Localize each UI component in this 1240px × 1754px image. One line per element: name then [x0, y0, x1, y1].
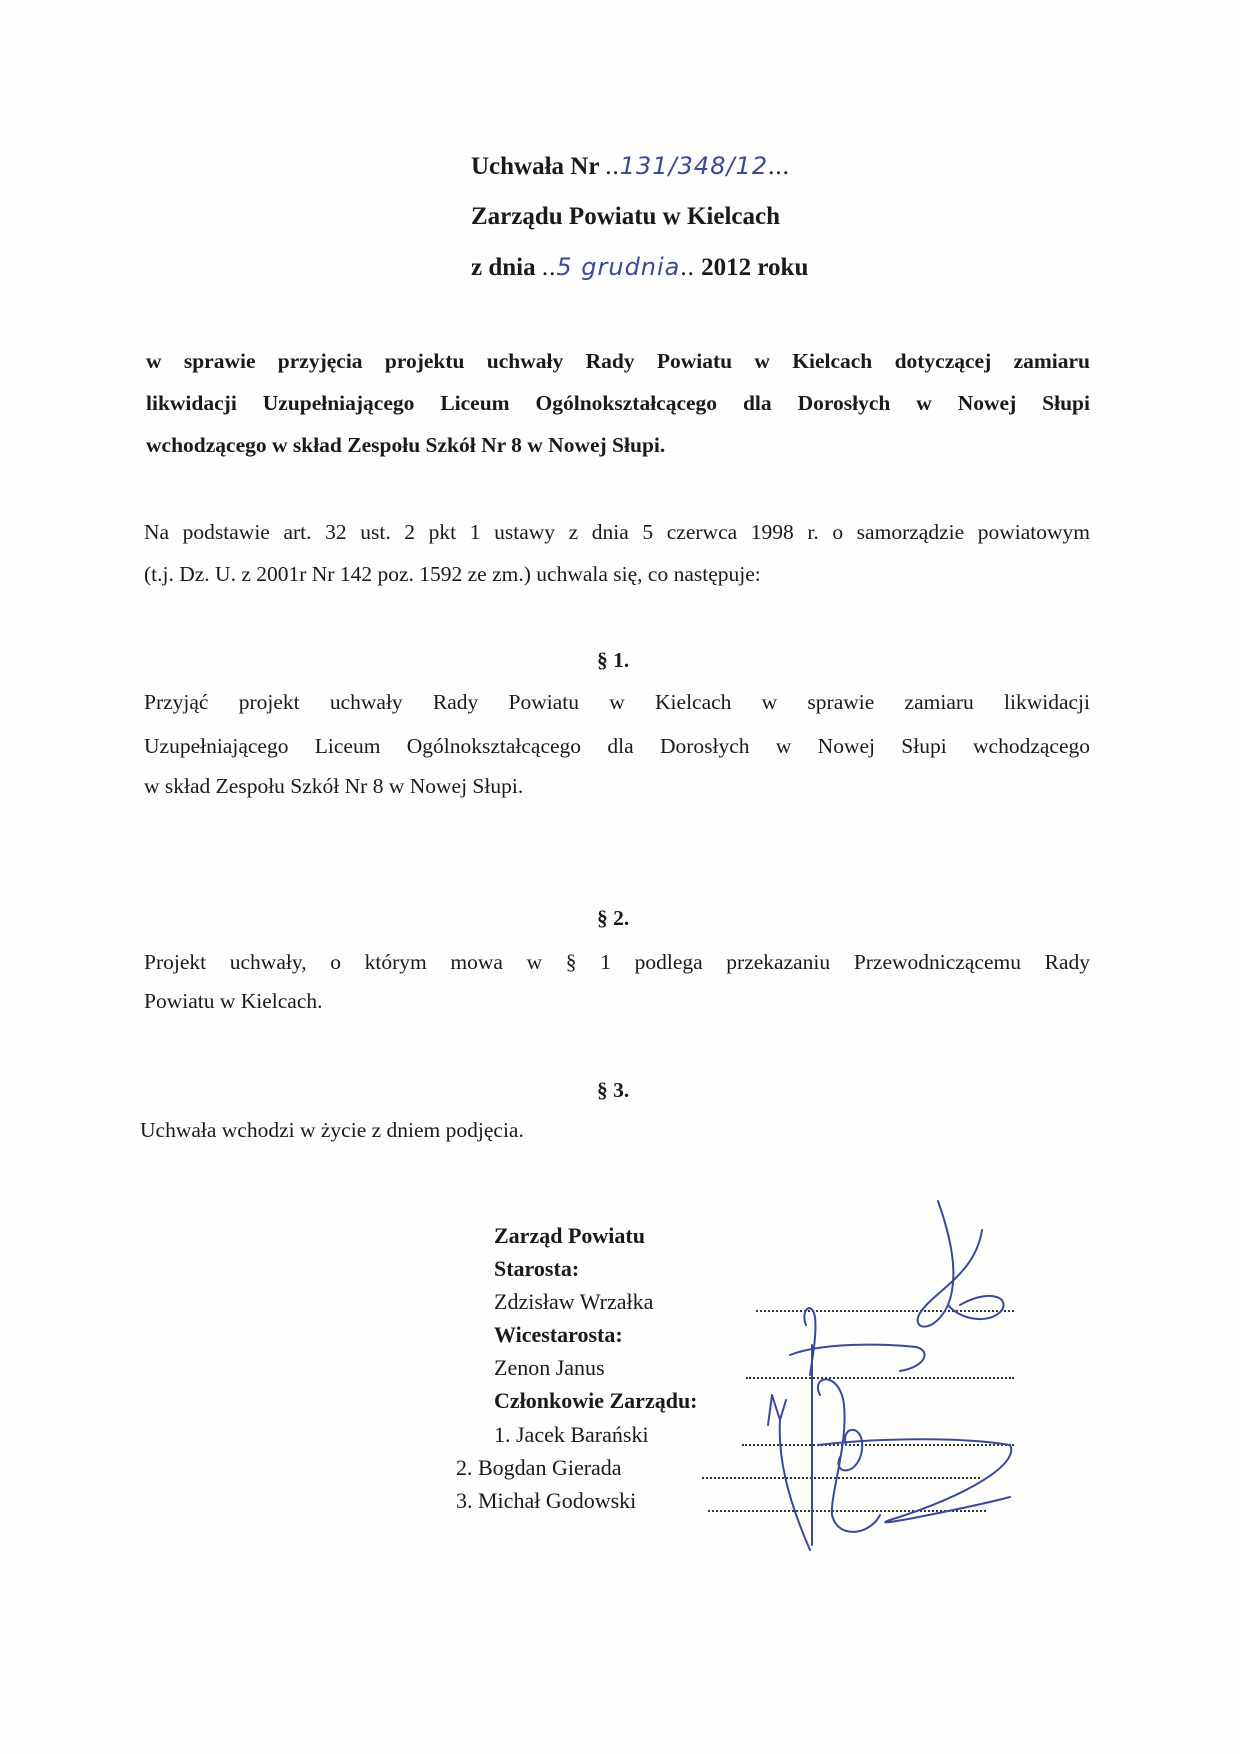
date-dots-trailing: .. — [680, 254, 695, 281]
date-line — [471, 253, 808, 282]
subject-line-1: w sprawie przyjęcia projektu uchwały Rady Powiatu w Kielcach dotyczącej zamiaru — [146, 349, 1090, 373]
section-2-heading: § 2. — [597, 906, 630, 930]
subject-line-3: wchodzącego w skład Zespołu Szkół Nr 8 w Nowej Słupi. — [146, 433, 666, 457]
subject-line-2: likwidacji Uzupełniającego Liceum Ogólnokształcącego dla Dorosłych w Nowej Słupi — [146, 391, 1090, 415]
date-dots: .. — [541, 254, 557, 281]
date-prefix: z dnia — [471, 254, 536, 281]
starosta-label: Starosta: — [494, 1256, 580, 1281]
section-3-line-1: Uchwała wchodzi w życie z dniem podjęcia. — [140, 1118, 524, 1142]
issuer-line: Zarządu Powiatu w Kielcach — [471, 203, 781, 230]
section-2-line-1: Projekt uchwały, o którym mowa w § 1 podlega przekazaniu Przewodniczącemu Rady — [144, 950, 1090, 974]
starosta-name: Zdzisław Wrzałka — [494, 1289, 654, 1314]
resolution-number-handwritten: 131/348/12 — [619, 152, 769, 180]
members-label: Członkowie Zarządu: — [494, 1388, 698, 1413]
resolution-number-line — [471, 152, 790, 181]
preamble-line-1: Na podstawie art. 32 ust. 2 pkt 1 ustawy z dnia 5 czerwca 1998 r. o samorządzie powiatowym — [144, 520, 1090, 544]
wicestarosta-label: Wicestarosta: — [494, 1322, 623, 1347]
section-1-line-1: Przyjąć projekt uchwały Rady Powiatu w Kielcach w sprawie zamiaru likwidacji — [144, 690, 1090, 714]
member-3: 3. Michał Godowski — [456, 1488, 637, 1513]
member-2: 2. Bogdan Gierada — [456, 1455, 622, 1480]
section-2-line-2: Powiatu w Kielcach. — [144, 989, 323, 1013]
resolution-prefix: Uchwała Nr — [471, 153, 600, 180]
section-1-heading: § 1. — [597, 648, 630, 672]
member-1-signature-stroke — [768, 1395, 810, 1550]
wicestarosta-signature-stroke — [790, 1308, 925, 1375]
board-title: Zarząd Powiatu — [494, 1223, 645, 1248]
section-1-line-3: w skład Zespołu Szkół Nr 8 w Nowej Słupi. — [144, 774, 524, 798]
wicestarosta-name: Zenon Janus — [494, 1355, 605, 1380]
number-dots-trailing: ... — [768, 153, 790, 180]
number-dots: .. — [605, 153, 620, 180]
member-2-signature-stroke — [818, 1379, 1011, 1532]
section-1-line-2: Uzupełniającego Liceum Ogólnokształcącego dla Dorosłych w Nowej Słupi wchodzącego — [144, 734, 1090, 758]
member-1: 1. Jacek Barański — [494, 1422, 649, 1447]
date-suffix: 2012 roku — [701, 254, 809, 281]
handwritten-signatures — [720, 1195, 1040, 1575]
preamble-line-2: (t.j. Dz. U. z 2001r Nr 142 poz. 1592 ze zm.) uchwala się, co następuje: — [144, 562, 761, 586]
section-3-heading: § 3. — [597, 1078, 630, 1102]
date-handwritten: 5 grudnia — [556, 253, 681, 281]
starosta-signature-stroke — [918, 1201, 1004, 1327]
